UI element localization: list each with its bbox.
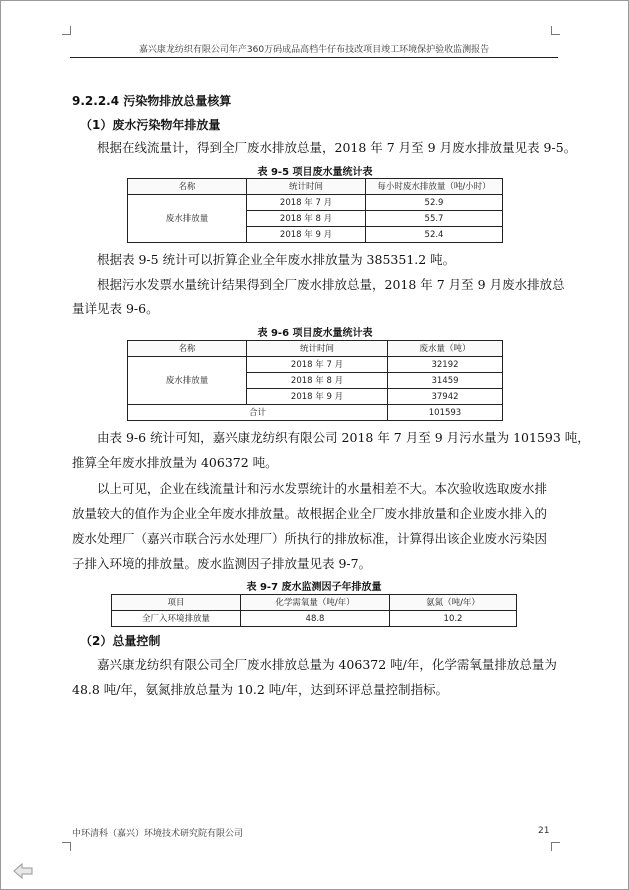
total-label-cell: 合计 [128,405,388,421]
paragraph-5-line-2: 放量较大的值作为企业全年废水排放量。故根据企业全厂废水排放量和企业废水排入的 [72,506,548,521]
name-cell: 废水排放量 [128,357,247,405]
page-number: 21 [538,826,550,836]
table-9-7-caption: 表 9-7 废水监测因子年排放量 [246,582,382,593]
total-row [128,405,503,421]
table-9-5-caption: 表 9-5 项目废水量统计表 [257,167,373,178]
table-header-row [112,595,517,611]
crop-mark-top-left [62,26,71,35]
time-cell: 2018 年 8 月 [247,373,388,389]
table-9-6 [127,340,503,421]
time-cell: 2018 年 8 月 [247,211,366,227]
header-cell: 废水量（吨） [388,341,503,357]
subsection-2-heading: （2）总量控制 [80,634,161,648]
header-cell: 项目 [112,595,241,611]
crop-mark-bottom-left [62,842,71,851]
header-cell: 氨氮（吨/年） [390,595,517,611]
subsection-1-heading: （1）废水污染物年排放量 [80,118,221,132]
crop-mark-top-right [551,26,560,35]
section-heading [72,92,231,109]
table-9-7 [111,594,517,627]
value-cell: 52.4 [366,227,503,243]
paragraph-4-line-1: 由表 9-6 统计可知，嘉兴康龙纺织有限公司 2018 年 7 月至 9 月污水量为 101593 吨， [97,430,590,445]
time-cell: 2018 年 7 月 [247,195,366,211]
paragraph-4-line-2: 推算全年废水排放量为 406372 吨。 [72,455,278,470]
table-9-5 [127,178,503,243]
value-cell: 31459 [388,373,503,389]
name-cell: 废水排放量 [128,195,247,243]
paragraph-5-line-3: 废水处理厂（嘉兴市联合污水处理厂）所执行的排放标准，计算得出该企业废水污染因 [72,531,548,546]
header-cell: 化学需氧量（吨/年） [241,595,390,611]
value-cell: 52.9 [366,195,503,211]
paragraph-2: 根据表 9-5 统计可以折算企业全年废水排放量为 385351.2 吨。 [97,252,456,267]
paragraph-5-line-4: 子排入环境的排放量。废水监测因子排放量见表 9-7。 [72,556,372,571]
paragraph-3-line-2: 量详见表 9-6。 [72,301,159,316]
header-cell: 统计时间 [247,341,388,357]
table-9-6-caption: 表 9-6 项目废水量统计表 [257,328,373,339]
value-cell: 55.7 [366,211,503,227]
table-header-row [128,341,503,357]
label-cell: 全厂入环境排放量 [112,611,241,627]
time-cell: 2018 年 9 月 [247,389,388,405]
header-rule [70,57,558,58]
footer-organization: 中环清科（嘉兴）环境技术研究院有限公司 [72,829,244,839]
ammonia-cell: 10.2 [390,611,517,627]
paragraph-1: 根据在线流量计，得到全厂废水排放总量，2018 年 7 月至 9 月废水排放量见表 9-5。 [97,140,577,155]
value-cell: 32192 [388,357,503,373]
paragraph-3-line-1: 根据污水发票水量统计结果得到全厂废水排放总量，2018 年 7 月至 9 月废水排放总 [97,277,565,292]
cod-cell: 48.8 [241,611,390,627]
total-value-cell: 101593 [388,405,503,421]
crop-mark-bottom-right [551,842,560,851]
back-arrow-icon[interactable] [12,862,34,880]
paragraph-6-line-1: 嘉兴康龙纺织有限公司全厂废水排放总量为 406372 吨/年，化学需氧量排放总量为 [97,657,557,672]
running-header: 嘉兴康龙纺织有限公司年产360万码成品高档牛仔布技改项目竣工环境保护验收监测报告 [138,45,490,55]
time-cell: 2018 年 7 月 [247,357,388,373]
header-cell: 每小时废水排放量（吨/小时） [366,179,503,195]
table-row [128,357,503,373]
section-title: 污染物排放总量核算 [123,94,232,108]
header-cell: 名称 [128,179,247,195]
table-row [112,611,517,627]
paragraph-5-line-1: 以上可见，企业在线流量计和污水发票统计的水量相差不大。本次验收选取废水排 [97,481,548,496]
table-row [128,195,503,211]
time-cell: 2018 年 9 月 [247,227,366,243]
table-header-row [128,179,503,195]
header-cell: 名称 [128,341,247,357]
paragraph-6-line-2: 48.8 吨/年，氨氮排放总量为 10.2 吨/年，达到环评总量控制指标。 [72,682,449,697]
value-cell: 37942 [388,389,503,405]
section-number: 9.2.2.4 [72,94,120,108]
header-cell: 统计时间 [247,179,366,195]
